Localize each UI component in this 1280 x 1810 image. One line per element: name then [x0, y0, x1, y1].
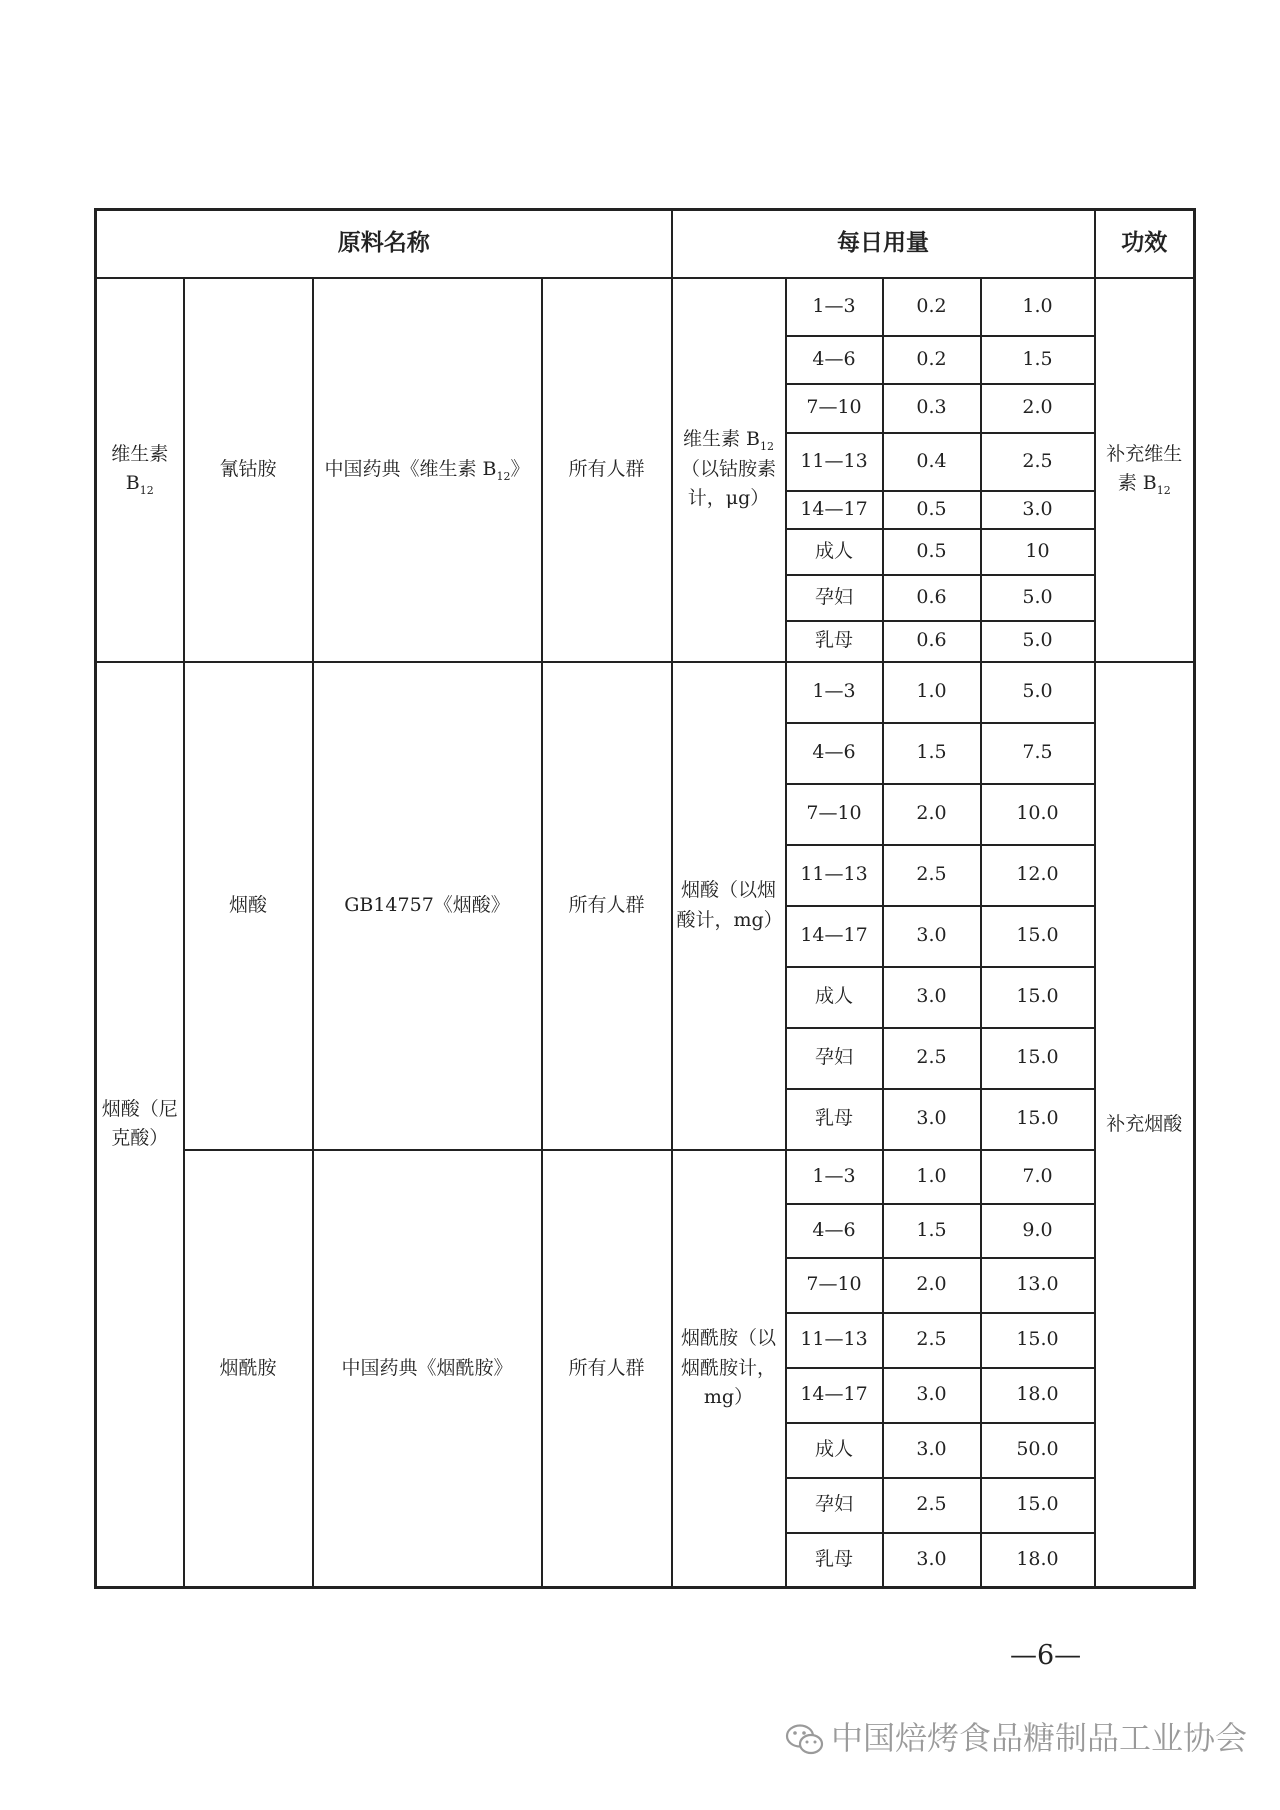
niacin-standard: GB14757《烟酸》	[313, 662, 542, 1150]
min-cell: 0.6	[883, 575, 981, 621]
max-cell: 9.0	[981, 1204, 1095, 1258]
age-cell: 11—13	[786, 845, 883, 906]
b12-compound: 氰钴胺	[184, 278, 313, 662]
age-cell: 1—3	[786, 662, 883, 723]
max-cell: 13.0	[981, 1258, 1095, 1313]
age-cell: 4—6	[786, 723, 883, 784]
max-cell: 10.0	[981, 784, 1095, 845]
age-cell: 4—6	[786, 336, 883, 384]
b12-standard: 中国药典《维生素 $B_{12}$》	[313, 278, 542, 662]
max-cell: 15.0	[981, 1478, 1095, 1533]
max-cell: 15.0	[981, 1028, 1095, 1089]
watermark-text: 中国焙烤食品糖制品工业协会	[831, 1719, 1248, 1757]
min-cell: 2.5	[883, 1478, 981, 1533]
age-cell: 孕妇	[786, 1028, 883, 1089]
max-cell: 3.0	[981, 491, 1095, 529]
age-cell: 乳母	[786, 1533, 883, 1588]
min-cell: 3.0	[883, 906, 981, 967]
niacinamide-measure: 烟酰胺（以烟酰胺计，mg）	[672, 1150, 786, 1588]
niacin-compound: 烟酸	[184, 662, 313, 1150]
niacin-measure: 烟酸（以烟酸计，mg）	[672, 662, 786, 1150]
max-cell: 15.0	[981, 1089, 1095, 1150]
min-cell: 2.5	[883, 1028, 981, 1089]
max-cell: 10	[981, 529, 1095, 575]
age-cell: 孕妇	[786, 575, 883, 621]
b12-efficacy: 补充维生素 $B_{12}$	[1095, 278, 1195, 662]
niacinamide-compound: 烟酰胺	[184, 1150, 313, 1588]
age-cell: 7—10	[786, 784, 883, 845]
max-cell: 1.0	[981, 278, 1095, 336]
table-row	[96, 662, 1195, 723]
min-cell: 1.0	[883, 1150, 981, 1204]
age-cell: 孕妇	[786, 1478, 883, 1533]
min-cell: 3.0	[883, 1423, 981, 1478]
age-cell: 成人	[786, 967, 883, 1028]
age-cell: 成人	[786, 529, 883, 575]
b12-measure: 维生素 $B_{12}$（以钴胺素计，μg）	[672, 278, 786, 662]
min-cell: 0.2	[883, 336, 981, 384]
niacin-category: 烟酸（尼克酸）	[96, 662, 184, 1588]
b12-population: 所有人群	[542, 278, 672, 662]
age-cell: 乳母	[786, 621, 883, 662]
max-cell: 5.0	[981, 575, 1095, 621]
b12-category: 维生素 $B_{12}$	[96, 278, 184, 662]
min-cell: 1.0	[883, 662, 981, 723]
age-cell: 7—10	[786, 1258, 883, 1313]
age-cell: 14—17	[786, 1368, 883, 1423]
max-cell: 15.0	[981, 1313, 1095, 1368]
min-cell: 1.5	[883, 723, 981, 784]
min-cell: 3.0	[883, 1368, 981, 1423]
watermark	[785, 1713, 1247, 1759]
min-cell: 3.0	[883, 1089, 981, 1150]
age-cell: 11—13	[786, 433, 883, 491]
wechat-icon	[785, 1723, 825, 1757]
age-cell: 乳母	[786, 1089, 883, 1150]
max-cell: 15.0	[981, 906, 1095, 967]
max-cell: 18.0	[981, 1368, 1095, 1423]
max-cell: 2.5	[981, 433, 1095, 491]
niacin-efficacy: 补充烟酸	[1095, 662, 1195, 1588]
age-cell: 4—6	[786, 1204, 883, 1258]
niacin-population: 所有人群	[542, 662, 672, 1150]
age-cell: 成人	[786, 1423, 883, 1478]
min-cell: 2.0	[883, 784, 981, 845]
max-cell: 18.0	[981, 1533, 1095, 1588]
min-cell: 3.0	[883, 1533, 981, 1588]
min-cell: 0.6	[883, 621, 981, 662]
age-cell: 7—10	[786, 384, 883, 433]
table-row	[96, 278, 1195, 336]
min-cell: 0.3	[883, 384, 981, 433]
age-cell: 1—3	[786, 1150, 883, 1204]
min-cell: 3.0	[883, 967, 981, 1028]
min-cell: 0.5	[883, 529, 981, 575]
age-cell: 14—17	[786, 491, 883, 529]
max-cell: 7.5	[981, 723, 1095, 784]
header-material: 原料名称	[96, 210, 672, 278]
max-cell: 50.0	[981, 1423, 1095, 1478]
min-cell: 2.5	[883, 845, 981, 906]
max-cell: 2.0	[981, 384, 1095, 433]
header-row	[96, 210, 1195, 278]
min-cell: 0.4	[883, 433, 981, 491]
age-cell: 11—13	[786, 1313, 883, 1368]
min-cell: 0.2	[883, 278, 981, 336]
max-cell: 7.0	[981, 1150, 1095, 1204]
max-cell: 5.0	[981, 621, 1095, 662]
min-cell: 2.0	[883, 1258, 981, 1313]
header-efficacy: 功效	[1095, 210, 1195, 278]
max-cell: 5.0	[981, 662, 1095, 723]
min-cell: 1.5	[883, 1204, 981, 1258]
max-cell: 15.0	[981, 967, 1095, 1028]
nutrient-table	[94, 208, 1196, 1589]
age-cell: 14—17	[786, 906, 883, 967]
header-daily-amount: 每日用量	[672, 210, 1095, 278]
max-cell: 1.5	[981, 336, 1095, 384]
page-number: —6—	[1010, 1640, 1082, 1671]
niacinamide-population: 所有人群	[542, 1150, 672, 1588]
table-row	[96, 1150, 1195, 1204]
age-cell: 1—3	[786, 278, 883, 336]
min-cell: 2.5	[883, 1313, 981, 1368]
max-cell: 12.0	[981, 845, 1095, 906]
min-cell: 0.5	[883, 491, 981, 529]
niacinamide-standard: 中国药典《烟酰胺》	[313, 1150, 542, 1588]
